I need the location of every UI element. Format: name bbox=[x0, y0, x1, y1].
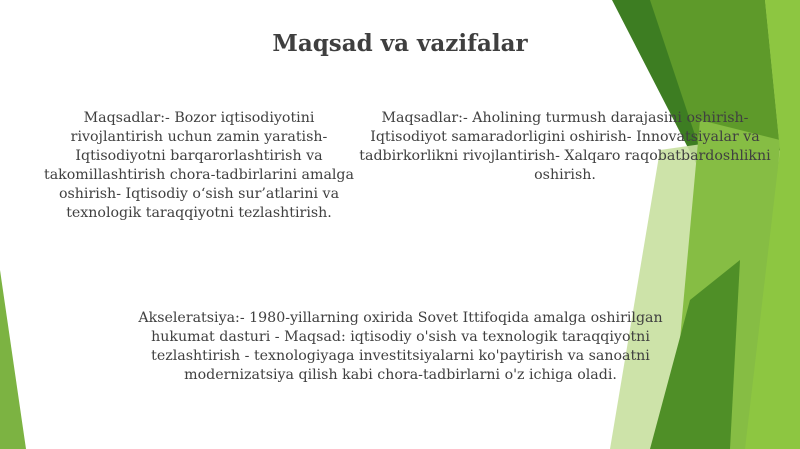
acceleration-text: Akseleratsiya:- 1980-yillarning oxirida Sovet Ittifoqida amalga oshirilgan hukumat dasturi - Maqsad: iqtisodiy o'sish va texnologik taraqqiyotni tezlashtirish - texnologiyaga investitsiyalarni ko'paytirish va sanoatni modernizatsiya qilish kabi chora-tadbirlarni o'z ichiga oladi. bbox=[138, 310, 663, 383]
page-title: Maqsad va vazifalar bbox=[272, 30, 528, 57]
left-edge-accent bbox=[0, 270, 26, 449]
goals-right-text: Maqsadlar:- Aholining turmush darajasini oshirish- Iqtisodiyot samaradorligini oshirish- Innovatsiyalar va tadbirkorlikni rivojlantirish- Xalqaro raqobatbardoshlikni oshirish. bbox=[359, 110, 771, 183]
goals-left-text: Maqsadlar:- Bozor iqtisodiyotini rivojlantirish uchun zamin yaratish- Iqtisodiyotni barqarorlashtirish va takomillashtirish chora-tadbirlarini amalga oshirish- Iqtisodiy o‘sish sur’atlarini va texnologik taraqqiyotni tezlashtirish. bbox=[44, 110, 354, 221]
